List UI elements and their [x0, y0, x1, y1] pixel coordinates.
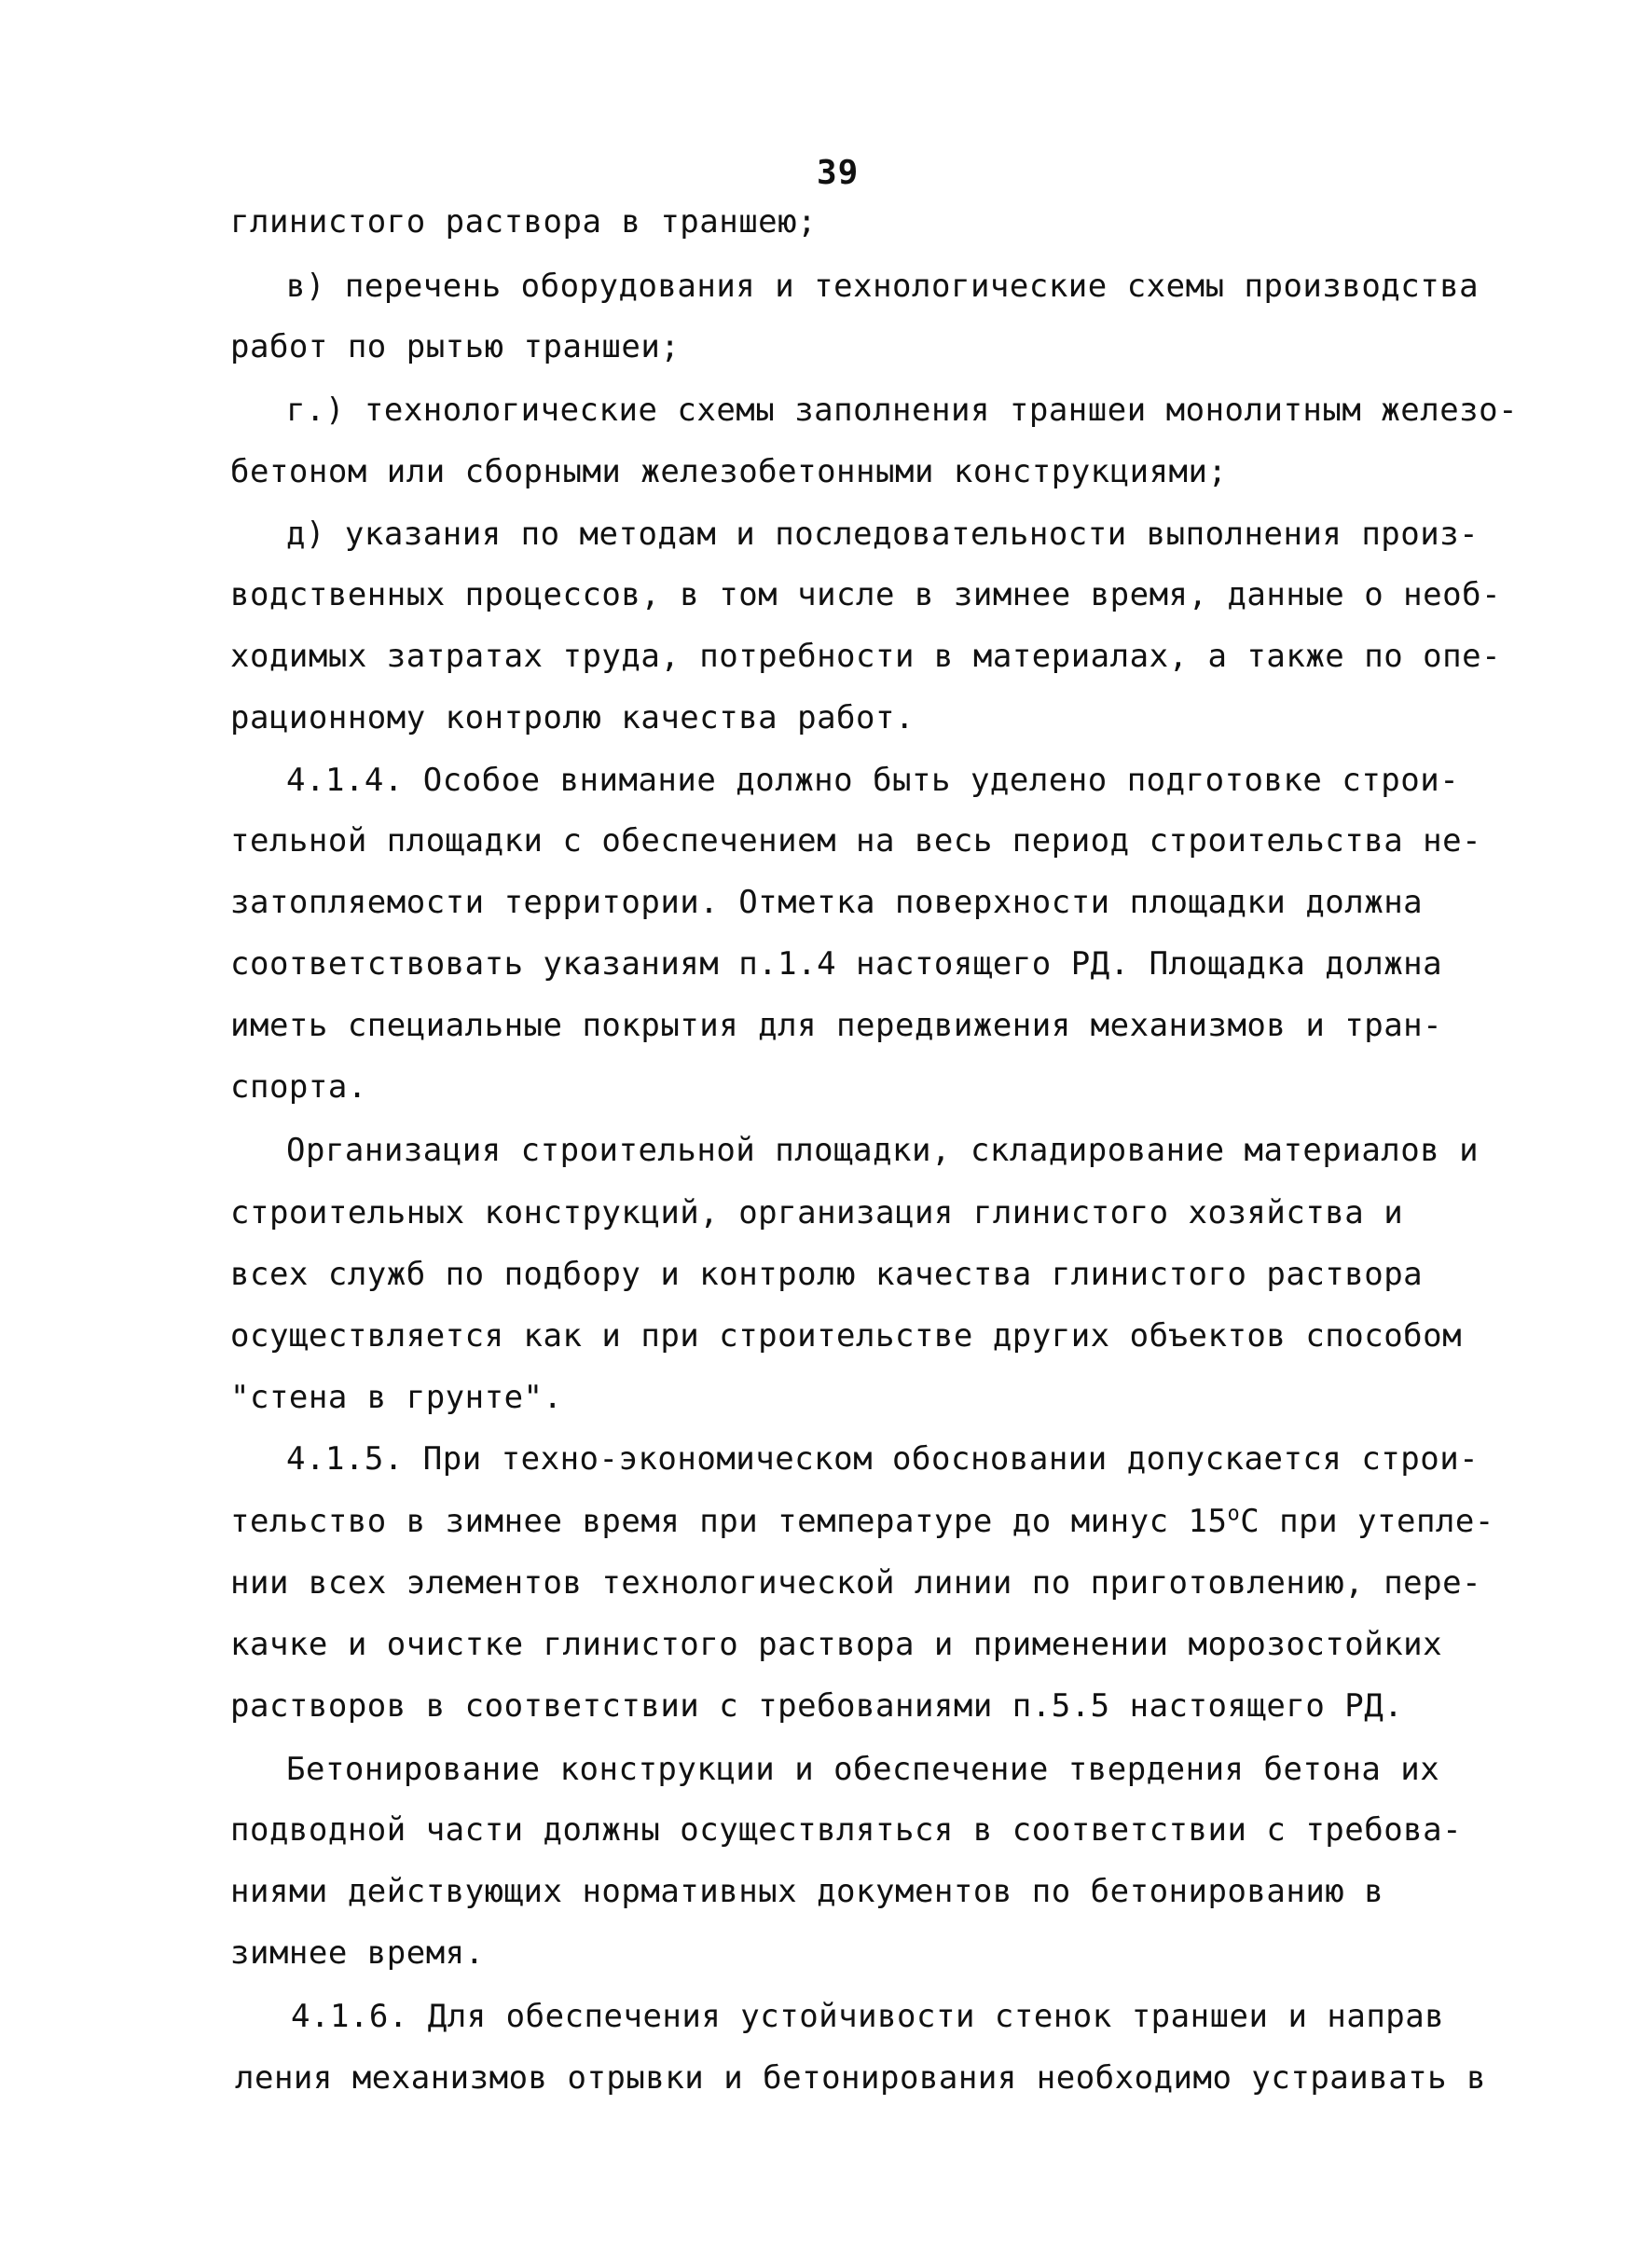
temperature-unit: С: [1240, 1503, 1260, 1540]
text-line: г.) технологические схемы заполнения траншеи монолитным железо-: [286, 392, 1519, 429]
text-line: глинистого раствора в траншею;: [230, 203, 818, 241]
degree-symbol: о: [1227, 1502, 1241, 1526]
text-line: "стена в грунте".: [230, 1379, 563, 1416]
text-line: соответствовать указаниям п.1.4 настоящего РД. Площадка должна: [230, 945, 1443, 983]
text-line: Бетонирование конструкции и обеспечение твердения бетона их: [286, 1751, 1440, 1788]
text-line: ления механизмов отрывки и бетонирования необходимо устраивать в: [235, 2059, 1487, 2097]
page-number: 39: [817, 154, 860, 192]
line-text-rest: при утепле-: [1260, 1503, 1494, 1540]
text-line: бетоном или сборными железобетонными конструкциями;: [230, 453, 1228, 490]
text-line: зимнее время.: [230, 1934, 485, 1972]
text-line: рационному контролю качества работ.: [230, 699, 915, 736]
text-line: в) перечень оборудования и технологические схемы производства: [286, 268, 1480, 305]
text-line: ниями действующих нормативных документов по бетонированию в: [230, 1873, 1384, 1910]
text-line: д) указания по методам и последовательности выполнения произ-: [286, 516, 1480, 553]
text-line: ходимых затратах труда, потребности в материалах, а также по опе-: [230, 638, 1502, 675]
text-line: 4.1.6. Для обеспечения устойчивости стенок траншеи и направ: [291, 1998, 1445, 2035]
text-line: качке и очистке глинистого раствора и применении морозостойких: [230, 1626, 1443, 1663]
text-line: 4.1.5. При техно-экономическом обосновании допускается строи-: [286, 1440, 1480, 1478]
text-line: осуществляется как и при строительстве других объектов способом: [230, 1317, 1463, 1355]
text-line: водственных процессов, в том числе в зимнее время, данные о необ-: [230, 576, 1502, 613]
text-line: иметь специальные покрытия для передвижения механизмов и тран-: [230, 1007, 1443, 1044]
text-line: тельной площадки с обеспечением на весь период строительства не-: [230, 822, 1482, 860]
line-text: тельство в зимнее время при температуре до минус 15: [230, 1503, 1228, 1540]
text-line: спорта.: [230, 1068, 367, 1106]
text-line-with-degree: [230, 1503, 1494, 1540]
text-line: подводной части должны осуществляться в соответствии с требова-: [230, 1811, 1463, 1849]
text-line: растворов в соответствии с требованиями п.5.5 настоящего РД.: [230, 1687, 1404, 1725]
text-line: строительных конструкций, организация глинистого хозяйства и: [230, 1194, 1404, 1231]
text-line: затопляемости территории. Отметка поверхности площадки должна: [230, 884, 1424, 921]
text-line: всех служб по подбору и контролю качества глинистого раствора: [230, 1256, 1424, 1293]
text-line: нии всех элементов технологической линии по приготовлению, пере-: [230, 1564, 1482, 1602]
text-line: Организация строительной площадки, складирование материалов и: [286, 1132, 1480, 1169]
text-line: работ по рытью траншеи;: [230, 328, 681, 365]
text-line: 4.1.4. Особое внимание должно быть уделено подготовке строи-: [286, 762, 1460, 799]
